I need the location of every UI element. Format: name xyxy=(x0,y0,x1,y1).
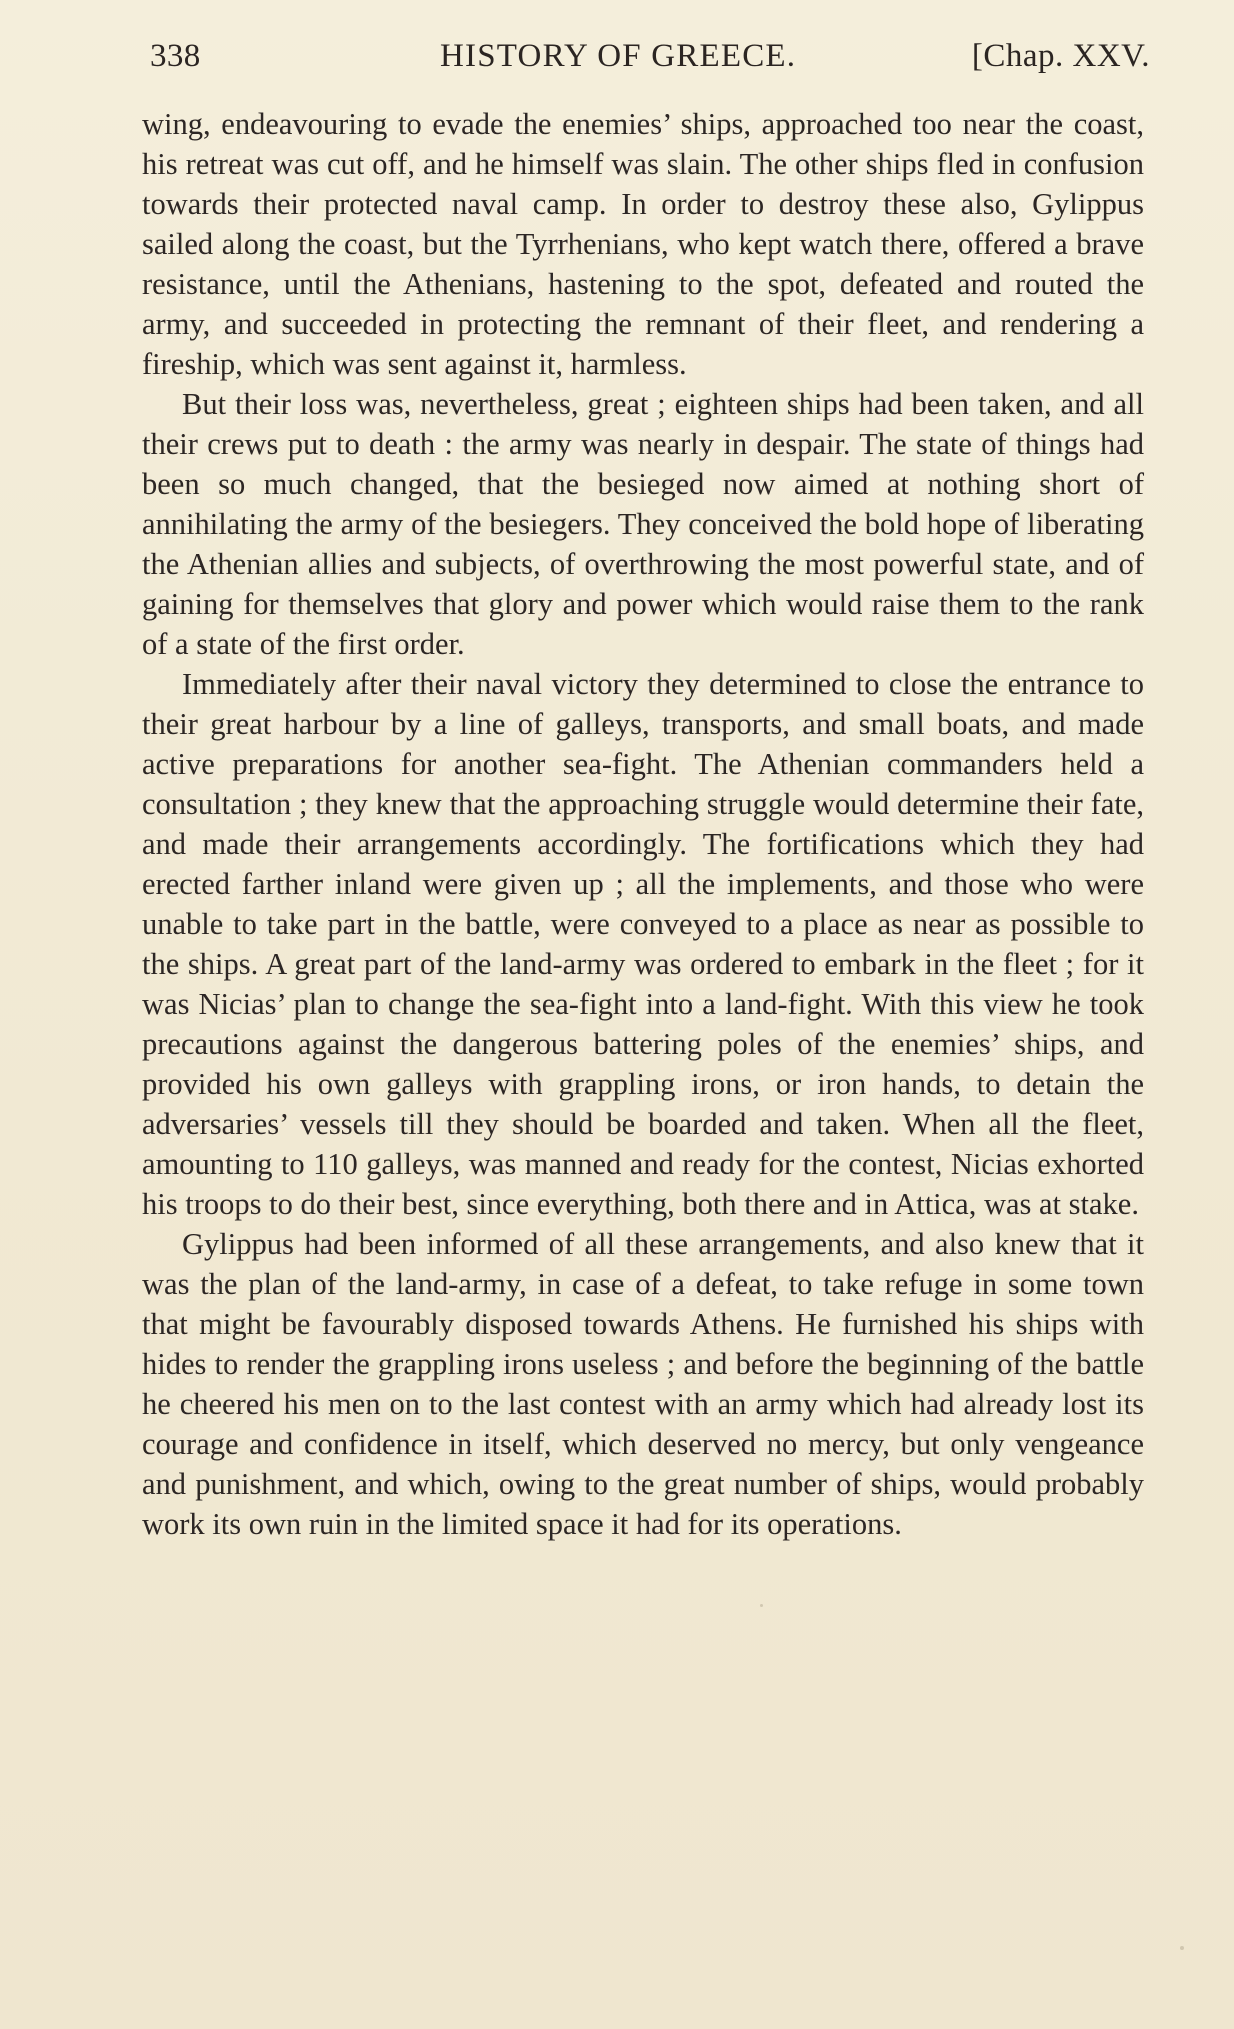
body-text xyxy=(142,104,1144,1544)
page-number: 338 xyxy=(150,38,201,74)
book-title: HISTORY OF GREECE. xyxy=(440,38,797,74)
paragraph-2: But their loss was, nevertheless, great ; eighteen ships had been taken, and all their crews put to death : the army was nearly in despair. The state of things had been so much changed, that the besieged now aimed at nothing short of annihilating the army of the besiegers. They conceived the bold hope of liberating the Athenian allies and subjects, of overthrowing the most powerful state, and of gaining for themselves that glory and power which would raise them to the rank of a state of the first order. xyxy=(142,387,1144,661)
chapter-label: [Chap. XXV. xyxy=(971,38,1150,74)
paragraph-3: Immediately after their naval victory they determined to close the entrance to their great harbour by a line of galleys, transports, and small boats, and made active preparations for another sea-fight. The Athenian commanders held a consultation ; they knew that the approaching struggle would determine their fate, and made their arrangements accordingly. The fortifications which they had erected farther inland were given up ; all the implements, and those who were unable to take part in the battle, were conveyed to a place as near as possible to the ships. A great part of the land-army was ordered to embark in the fleet ; for it was Nicias’ plan to change the sea-fight into a land-fight. With this view he took precautions against the dangerous battering poles of the enemies’ ships, and provided his own galleys with grappling irons, or iron hands, to detain the adversaries’ vessels till they should be boarded and taken. When all the fleet, amounting to 110 galleys, was manned and ready for the contest, Nicias exhorted his troops to do their best, since everything, both there and in Attica, was at stake. xyxy=(142,667,1144,1221)
paragraph-1: wing, endeavouring to evade the enemies’ ships, approached too near the coast, his retreat was cut off, and he himself was slain. The other ships fled in confusion towards their protected naval camp. In order to destroy these also, Gylippus sailed along the coast, but the Tyrrhenians, who kept watch there, offered a brave resistance, until the Athenians, hastening to the spot, defeated and routed the army, and succeeded in protecting the remnant of their fleet, and rendering a fireship, which was sent against it, harmless. xyxy=(142,107,1144,381)
paragraph-4: Gylippus had been informed of all these arrangements, and also knew that it was the plan of the land-army, in case of a defeat, to take refuge in some town that might be favourably disposed towards Athens. He furnished his ships with hides to render the grappling irons useless ; and before the beginning of the battle he cheered his men on to the last contest with an army which had already lost its courage and confidence in itself, which deserved no mercy, but only vengeance and punishment, and which, owing to the great number of ships, would probably work its own ruin in the limited space it had for its operations. xyxy=(142,1227,1144,1541)
running-header xyxy=(150,30,1150,82)
paper-fleck xyxy=(1180,1946,1184,1950)
paper-fleck xyxy=(760,1604,763,1607)
